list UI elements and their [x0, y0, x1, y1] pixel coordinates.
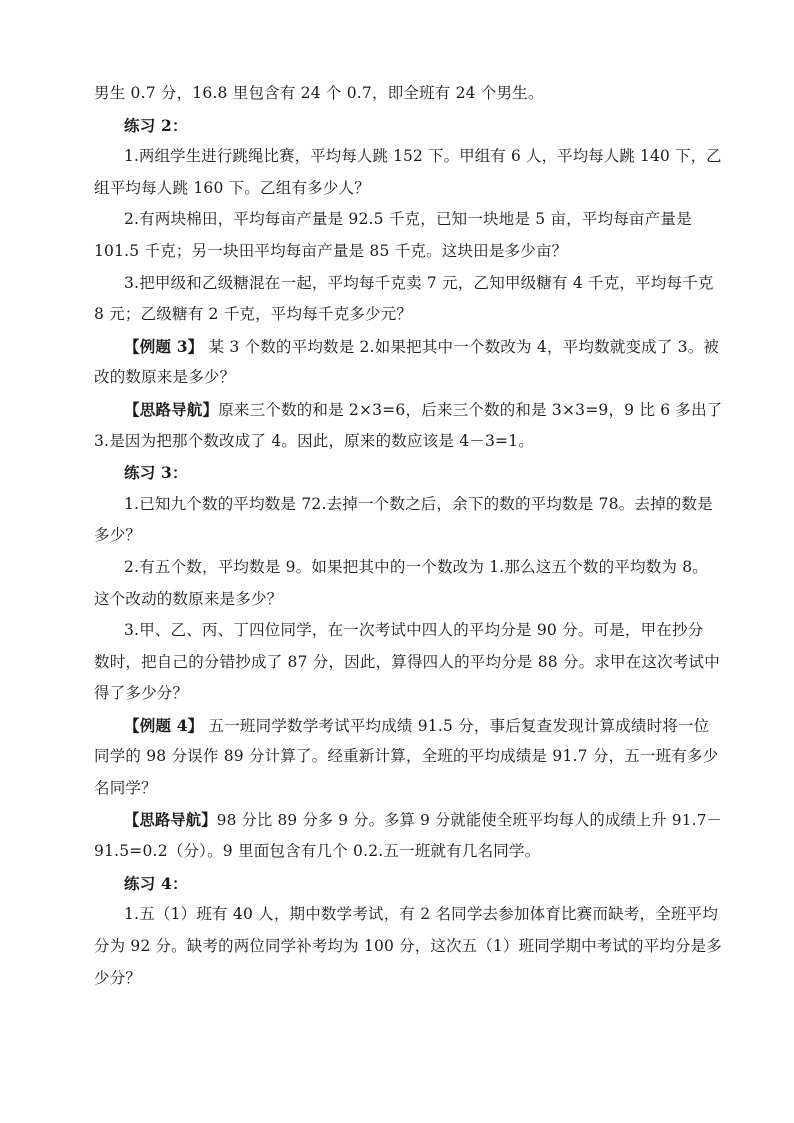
example-label: 【例题 4】 — [124, 715, 204, 735]
text-line: 某 3 个数的平均数是 2.如果把其中一个数改为 4，平均数就变成了 3。被 — [203, 337, 720, 356]
hint-label: 【思路导航】 — [124, 810, 217, 829]
text-line: 3.是因为把那个数改成了 4。因此，原来的数应该是 4－3=1。 — [94, 431, 534, 450]
hint-paragraph — [94, 805, 722, 837]
text-line: 男生 0.7 分，16.8 里包含有 24 个 0.7，即全班有 24 个男生。 — [94, 84, 544, 102]
exercise-heading: 练习 4： — [124, 873, 188, 893]
text-line: 2.有两块棉田，平均每亩产量是 92.5 千克，已知一块地是 5 亩，平均每亩产量是 — [124, 210, 692, 229]
document-page — [94, 78, 722, 994]
text-line: 同学的 98 分误作 89 分计算了。经重新计算，全班的平均成绩是 91.7 分，五一班有多少 — [94, 747, 719, 766]
text-line: 91.5=0.2（分）。9 里面包含有几个 0.2.五一班就有几名同学。 — [94, 842, 541, 861]
text-line: 101.5 千克；另一块田平均每亩产量是 85 千克。这块田是多少亩？ — [94, 241, 568, 260]
text-line: 得了多少分？ — [94, 684, 189, 703]
example-paragraph — [94, 331, 722, 363]
text-line: 98 分比 89 分多 9 分。多算 9 分就能使全班平均每人的成绩上升 91.7－ — [216, 810, 723, 829]
text-line: 8 元；乙级糖有 2 千克，平均每千克多少元？ — [94, 305, 413, 324]
text-line: 改的数原来是多少？ — [94, 368, 236, 387]
hint-paragraph — [94, 394, 722, 426]
exercise-heading: 练习 3： — [124, 463, 188, 483]
text-line: 1.已知九个数的平均数是 72.去掉一个数之后，余下的数的平均数是 78。去掉的数是 — [124, 494, 713, 513]
hint-label: 【思路导航】 — [124, 399, 219, 419]
text-line: 分为 92 分。缺考的两位同学补考均为 100 分，这次五（1）班同学期中考试的平均分是多 — [94, 937, 722, 956]
example-label: 【例题 3】 — [124, 336, 204, 356]
text-line: 3.把甲级和乙级糖混在一起，平均每千克卖 7 元，乙知甲级糖有 4 千克，平均每千克 — [124, 273, 714, 292]
text-line: 数时，把自己的分错抄成了 87 分，因此，算得四人的平均分是 88 分。求甲在这次考试中 — [94, 652, 720, 671]
exercise-heading: 练习 2： — [124, 115, 188, 135]
text-line: 2.有五个数，平均数是 9。如果把其中的一个数改为 1.那么这五个数的平均数为 8。 — [124, 557, 708, 576]
text-line: 组平均每人跳 160 下。乙组有多少人？ — [94, 178, 370, 197]
text-line: 3.甲、乙、丙、丁四位同学，在一次考试中四人的平均分是 90 分。可是，甲在抄分 — [124, 621, 704, 640]
text-line: 名同学？ — [94, 779, 157, 798]
text-line: 少分？ — [94, 968, 142, 987]
text-line: 这个改动的数原来是多少？ — [94, 589, 283, 608]
text-line: 1.两组学生进行跳绳比赛，平均每人跳 152 下。甲组有 6 人，平均每人跳 140 下，乙 — [124, 147, 722, 166]
text-line: 五一班同学数学考试平均成绩 91.5 分，事后复查发现计算成绩时将一位 — [203, 716, 710, 735]
text-line: 原来三个数的和是 2×3=6，后来三个数的和是 3×3=9，9 比 6 多出了 — [218, 400, 723, 419]
text-line: 多少？ — [94, 526, 142, 545]
example-paragraph — [94, 710, 722, 742]
text-line: 1.五（1）班有 40 人，期中数学考试，有 2 名同学去参加体育比赛而缺考，全班平均 — [124, 905, 719, 924]
